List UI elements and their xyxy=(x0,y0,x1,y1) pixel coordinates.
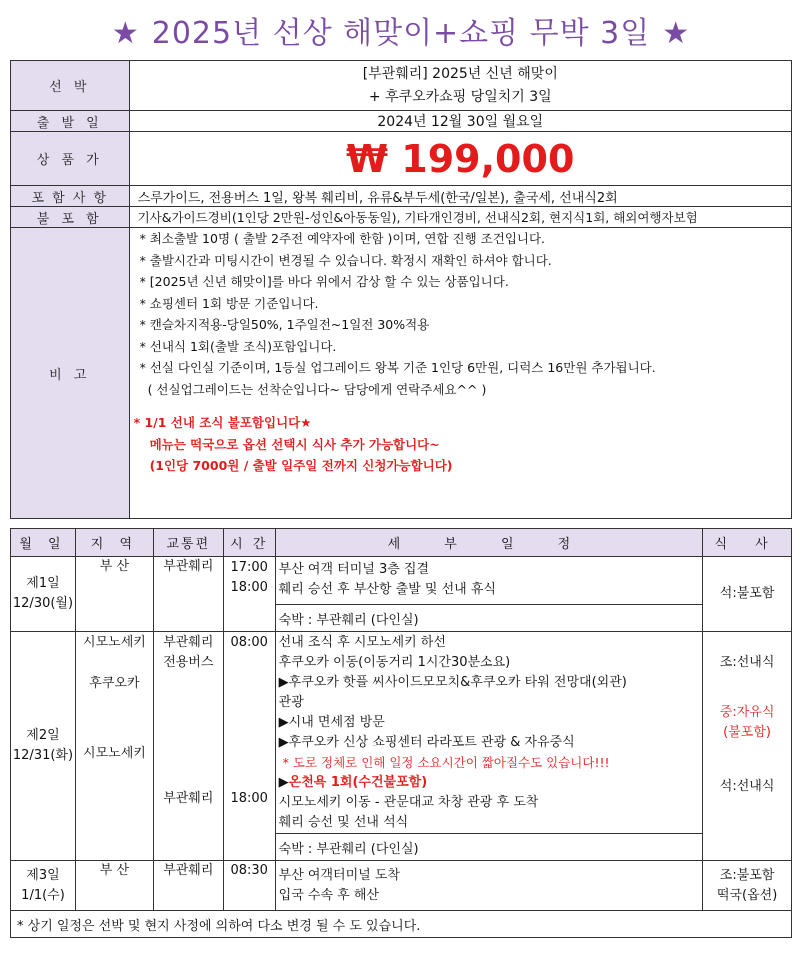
note-line: * 캔슬차지적용-당일50%, 1주일전~1일전 30%적용 xyxy=(139,317,430,332)
ship-line2: + 후쿠오카쇼핑 당일치기 3일 xyxy=(368,88,552,105)
red-notice-line: * 1/1 선내 조식 불포함입니다★ xyxy=(133,415,312,430)
day3-date-cell xyxy=(11,861,76,911)
included-label: 포 함 사 항 xyxy=(11,186,130,207)
time-text: 08:00 xyxy=(230,635,268,650)
col-header-meal: 식 사 xyxy=(703,529,792,557)
region-text: 부 산 xyxy=(99,559,130,574)
day-number: 제3일 xyxy=(26,867,60,883)
region-text: 후쿠오카 xyxy=(89,676,140,691)
info-table xyxy=(10,60,792,519)
meal-text: 중:자유식 xyxy=(719,705,775,720)
detail-line: 선내 조식 후 시모노세키 하선 xyxy=(278,635,446,650)
col-header-time: 시 간 xyxy=(223,529,275,557)
time-text: 08:30 xyxy=(230,863,268,878)
day-number: 제2일 xyxy=(26,728,60,743)
excluded-label: 불 포 함 xyxy=(11,207,130,228)
price-label: 상 품 가 xyxy=(11,132,130,186)
hot-spring-text: 온천욕 1회(수건불포함) xyxy=(288,775,428,790)
time-text: 18:00 xyxy=(230,791,268,806)
col-header-date: 월 일 xyxy=(11,529,76,557)
schedule-table xyxy=(10,528,792,938)
day2-details xyxy=(275,632,703,834)
note-line: * [2025년 신년 해맞이]를 바다 위에서 감상 할 수 있는 상품입니다. xyxy=(139,274,509,289)
note-line: * 선내식 1회(출발 조식)포함입니다. xyxy=(139,338,337,354)
meal-text: 조:불포함 xyxy=(719,867,775,883)
day3-time xyxy=(223,861,275,911)
footer-note: * 상기 일정은 선박 및 현지 사정에 의하여 다소 변경 될 수 도 있습니다. xyxy=(11,911,792,938)
ship-value xyxy=(129,61,791,111)
star-icon: ★ xyxy=(111,16,140,51)
detail-line: 부산 여객터미널 도착 xyxy=(278,868,400,883)
detail-line: ▶후쿠오카 핫플 씨사이드모모치&후쿠오카 타워 전망대(외관) xyxy=(278,675,627,690)
col-header-details: 세 부 일 정 xyxy=(275,529,703,557)
day1-meal: 석:불포함 xyxy=(703,557,792,632)
star-icon: ★ xyxy=(662,16,691,51)
ship-line1: [부관훼리] 2025년 신년 해맞이 xyxy=(362,65,558,82)
price-value: ₩ 199,000 xyxy=(129,132,791,186)
meal-text: 떡국(옵션) xyxy=(716,887,778,903)
included-value: 스루가이드, 전용버스 1일, 왕복 훼리비, 유류&부두세(한국/일본), 출국세, 선내식2회 xyxy=(129,186,791,207)
time-text: 18:00 xyxy=(230,580,268,595)
note-line: * 쇼핑센터 1회 방문 기준입니다. xyxy=(139,295,319,311)
arrow-icon: ▶ xyxy=(278,775,289,790)
col-header-region: 지 역 xyxy=(75,529,153,557)
detail-line: 부산 여객 터미널 3층 집결 xyxy=(278,562,430,577)
notes-cell xyxy=(129,228,791,519)
day3-transport xyxy=(153,861,223,911)
detail-line: 훼리 승선 후 부산항 출발 및 선내 휴식 xyxy=(278,582,496,597)
note-line: * 출발시간과 미팅시간이 변경될 수 있습니다. 확정시 재확인 하셔야 합니다. xyxy=(139,252,552,268)
region-text: 시모노세키 xyxy=(83,746,146,761)
ship-label: 선 박 xyxy=(11,61,130,111)
detail-line: 훼리 승선 및 선내 석식 xyxy=(278,815,409,830)
day2-meals xyxy=(703,632,792,861)
meal-text: 조:선내식 xyxy=(719,655,775,670)
detail-line: 시모노세키 이동 - 관문대교 차창 관광 후 도착 xyxy=(278,795,539,810)
date-label: 출 발 일 xyxy=(11,111,130,132)
day-date: 12/30(월) xyxy=(12,596,74,611)
day3-details xyxy=(275,861,703,911)
day1-transport xyxy=(153,557,223,632)
transport-text: 부관훼리 xyxy=(163,559,214,574)
day2-lodging: 숙박 : 부관훼리 (다인실) xyxy=(275,834,703,861)
transport-text: 부관훼리 xyxy=(163,863,214,878)
day-date: 1/1(수) xyxy=(21,887,65,903)
day1-times xyxy=(223,557,275,632)
day2-date-cell xyxy=(11,632,76,861)
notes-label: 비 고 xyxy=(11,228,130,519)
day1-lodging: 숙박 : 부관훼리 (다인실) xyxy=(275,605,703,632)
meal-text: (불포함) xyxy=(723,725,771,740)
note-line: * 선실 다인실 기준이며, 1등실 업그레이드 왕복 기준 1인당 6만원, 디럭스 16만원 추가됩니다. xyxy=(139,360,656,375)
region-text: 시모노세키 xyxy=(83,635,146,650)
title-text: 2025년 선상 해맞이+쇼핑 무박 3일 xyxy=(151,16,651,51)
detail-line: 입국 수속 후 해산 xyxy=(278,888,379,903)
transport-text: 부관훼리 xyxy=(163,635,214,650)
day3-meals xyxy=(703,861,792,911)
day1-date-cell xyxy=(11,557,76,632)
excluded-value: 기사&가이드경비(1인당 2만원-성인&아동동일), 기타개인경비, 선내식2회, 현지식1회, 해외여행자보험 xyxy=(129,207,791,228)
note-line: * 최소출발 10명 ( 출발 2주전 예약자에 한함 )이며, 연합 진행 조건입니다. xyxy=(139,231,546,246)
meal-text: 석:선내식 xyxy=(719,779,775,794)
day3-region xyxy=(75,861,153,911)
region-text: 부 산 xyxy=(99,863,130,878)
page-title xyxy=(0,8,802,52)
note-line: ( 선실업그레이드는 선착순입니다~ 담당에게 연락주세요^^ ) xyxy=(147,381,487,397)
date-value: 2024년 12월 30일 월요일 xyxy=(129,111,791,132)
transport-text: 부관훼리 xyxy=(163,791,214,806)
detail-line: ▶시내 면세점 방문 xyxy=(278,715,385,730)
detail-line: 후쿠오카 이동(이동거리 1시간30분소요) xyxy=(278,655,511,670)
transport-text: 전용버스 xyxy=(163,655,214,670)
day-number: 제1일 xyxy=(26,576,60,591)
detail-line: ▶후쿠오카 신상 쇼핑센터 라라포트 관광 & 자유중식 xyxy=(278,735,575,750)
day1-details xyxy=(275,557,703,605)
detail-line xyxy=(279,773,703,793)
day2-transport xyxy=(153,632,223,861)
detail-line: 관광 xyxy=(278,695,304,710)
warning-line: * 도로 정체로 인해 일정 소요시간이 짧아질수도 있습니다!!! xyxy=(282,755,610,770)
day2-times xyxy=(223,632,275,861)
day1-region xyxy=(75,557,153,632)
red-notice-line: (1인당 7000원 / 출발 일주일 전까지 신청가능합니다) xyxy=(149,458,453,473)
red-notice-line: 메뉴는 떡국으로 옵션 선택시 식사 추가 가능합니다~ xyxy=(149,436,440,452)
time-text: 17:00 xyxy=(230,560,268,575)
col-header-transport: 교통편 xyxy=(153,529,223,557)
day2-regions xyxy=(75,632,153,861)
day-date: 12/31(화) xyxy=(12,748,74,763)
